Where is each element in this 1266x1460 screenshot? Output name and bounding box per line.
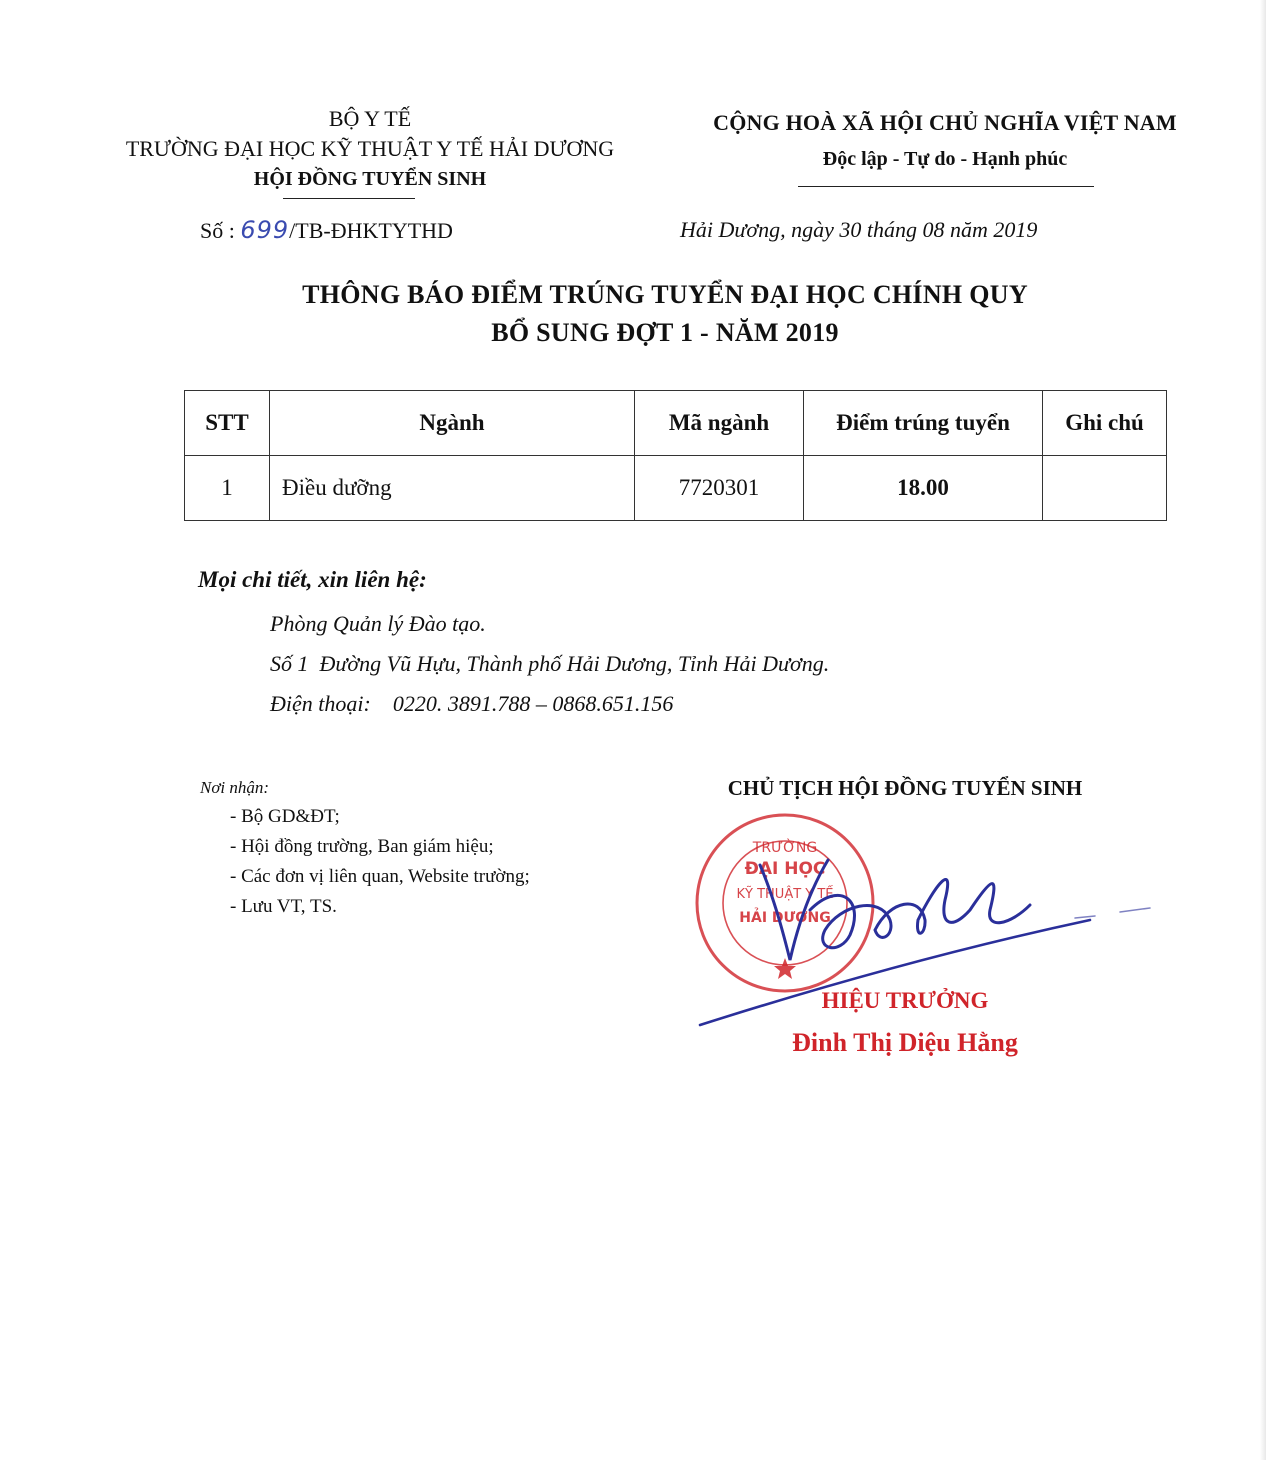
signer-name: Đinh Thị Diệu Hằng: [792, 1028, 1018, 1057]
contact-office: Phòng Quản lý Đào tạo.: [270, 611, 486, 636]
list-item: - Lưu VT, TS.: [230, 892, 530, 922]
cell-stt: 1: [185, 456, 270, 521]
scan-edge-shadow: [1260, 0, 1266, 1460]
ministry-name: BỘ Y TẾ: [328, 106, 412, 131]
svg-text:ĐẠI HỌC: ĐẠI HỌC: [744, 859, 826, 879]
document-title: [100, 276, 1230, 352]
doc-number-prefix: Số :: [200, 218, 235, 243]
svg-text:KỸ THUẬT Y TẾ: KỸ THUẬT Y TẾ: [736, 887, 834, 902]
contact-heading: Mọi chi tiết, xin liên hệ:: [198, 567, 427, 592]
signature-title: CHỦ TỊCH HỘI ĐỒNG TUYỂN SINH: [727, 776, 1083, 800]
header-stt: STT: [185, 391, 270, 456]
doc-number-value: 699: [240, 216, 290, 244]
admission-score-table: [184, 390, 1167, 521]
svg-text:HẢI DƯƠNG: HẢI DƯƠNG: [739, 910, 831, 926]
header-right: [680, 106, 1210, 176]
header-ma-nganh: Mã ngành: [635, 391, 804, 456]
council-name: HỘI ĐỒNG TUYỂN SINH: [253, 168, 487, 190]
list-item: - Các đơn vị liên quan, Website trường;: [230, 862, 530, 892]
title-line-2: BỔ SUNG ĐỢT 1 - NĂM 2019: [491, 318, 839, 347]
header-left: [100, 104, 640, 194]
document-number: [200, 214, 453, 247]
list-item: - Bộ GD&ĐT;: [230, 802, 530, 832]
left-header-rule: [283, 198, 415, 199]
nation-name: CỘNG HOÀ XÃ HỘI CHỦ NGHĨA VIỆT NAM: [713, 110, 1177, 135]
right-header-rule: [798, 186, 1094, 187]
header-diem: Điểm trúng tuyển: [804, 391, 1043, 456]
school-name: TRƯỜNG ĐẠI HỌC KỸ THUẬT Y TẾ HẢI DƯƠNG: [125, 136, 615, 161]
header-ghi-chu: Ghi chú: [1043, 391, 1167, 456]
contact-phone: Điện thoại: 0220. 3891.788 – 0868.651.156: [270, 691, 674, 716]
table-header-row: [185, 391, 1167, 456]
list-item: - Hội đồng trường, Ban giám hiệu;: [230, 832, 530, 862]
contact-details: [270, 604, 829, 724]
date-line: Hải Dương, ngày 30 tháng 08 năm 2019: [680, 217, 1038, 242]
cell-diem: 18.00: [804, 456, 1043, 521]
doc-number-suffix: /TB-ĐHKTYTHD: [289, 218, 453, 243]
signer-role: HIỆU TRƯỞNG: [821, 988, 989, 1013]
recipients-heading: Nơi nhận:: [200, 778, 270, 797]
national-motto: Độc lập - Tự do - Hạnh phúc: [822, 148, 1068, 170]
cell-nganh: Điều dưỡng: [270, 456, 635, 521]
title-line-1: THÔNG BÁO ĐIỂM TRÚNG TUYỂN ĐẠI HỌC CHÍNH QUY: [302, 280, 1028, 309]
table-row: [185, 456, 1167, 521]
header-nganh: Ngành: [270, 391, 635, 456]
cell-ma-nganh: 7720301: [635, 456, 804, 521]
cell-ghi-chu: [1043, 456, 1167, 521]
svg-text:TRƯỜNG: TRƯỜNG: [752, 840, 818, 856]
contact-address: Số 1 Đường Vũ Hựu, Thành phố Hải Dương, Tỉnh Hải Dương.: [270, 651, 830, 676]
recipients-list: [230, 802, 530, 922]
